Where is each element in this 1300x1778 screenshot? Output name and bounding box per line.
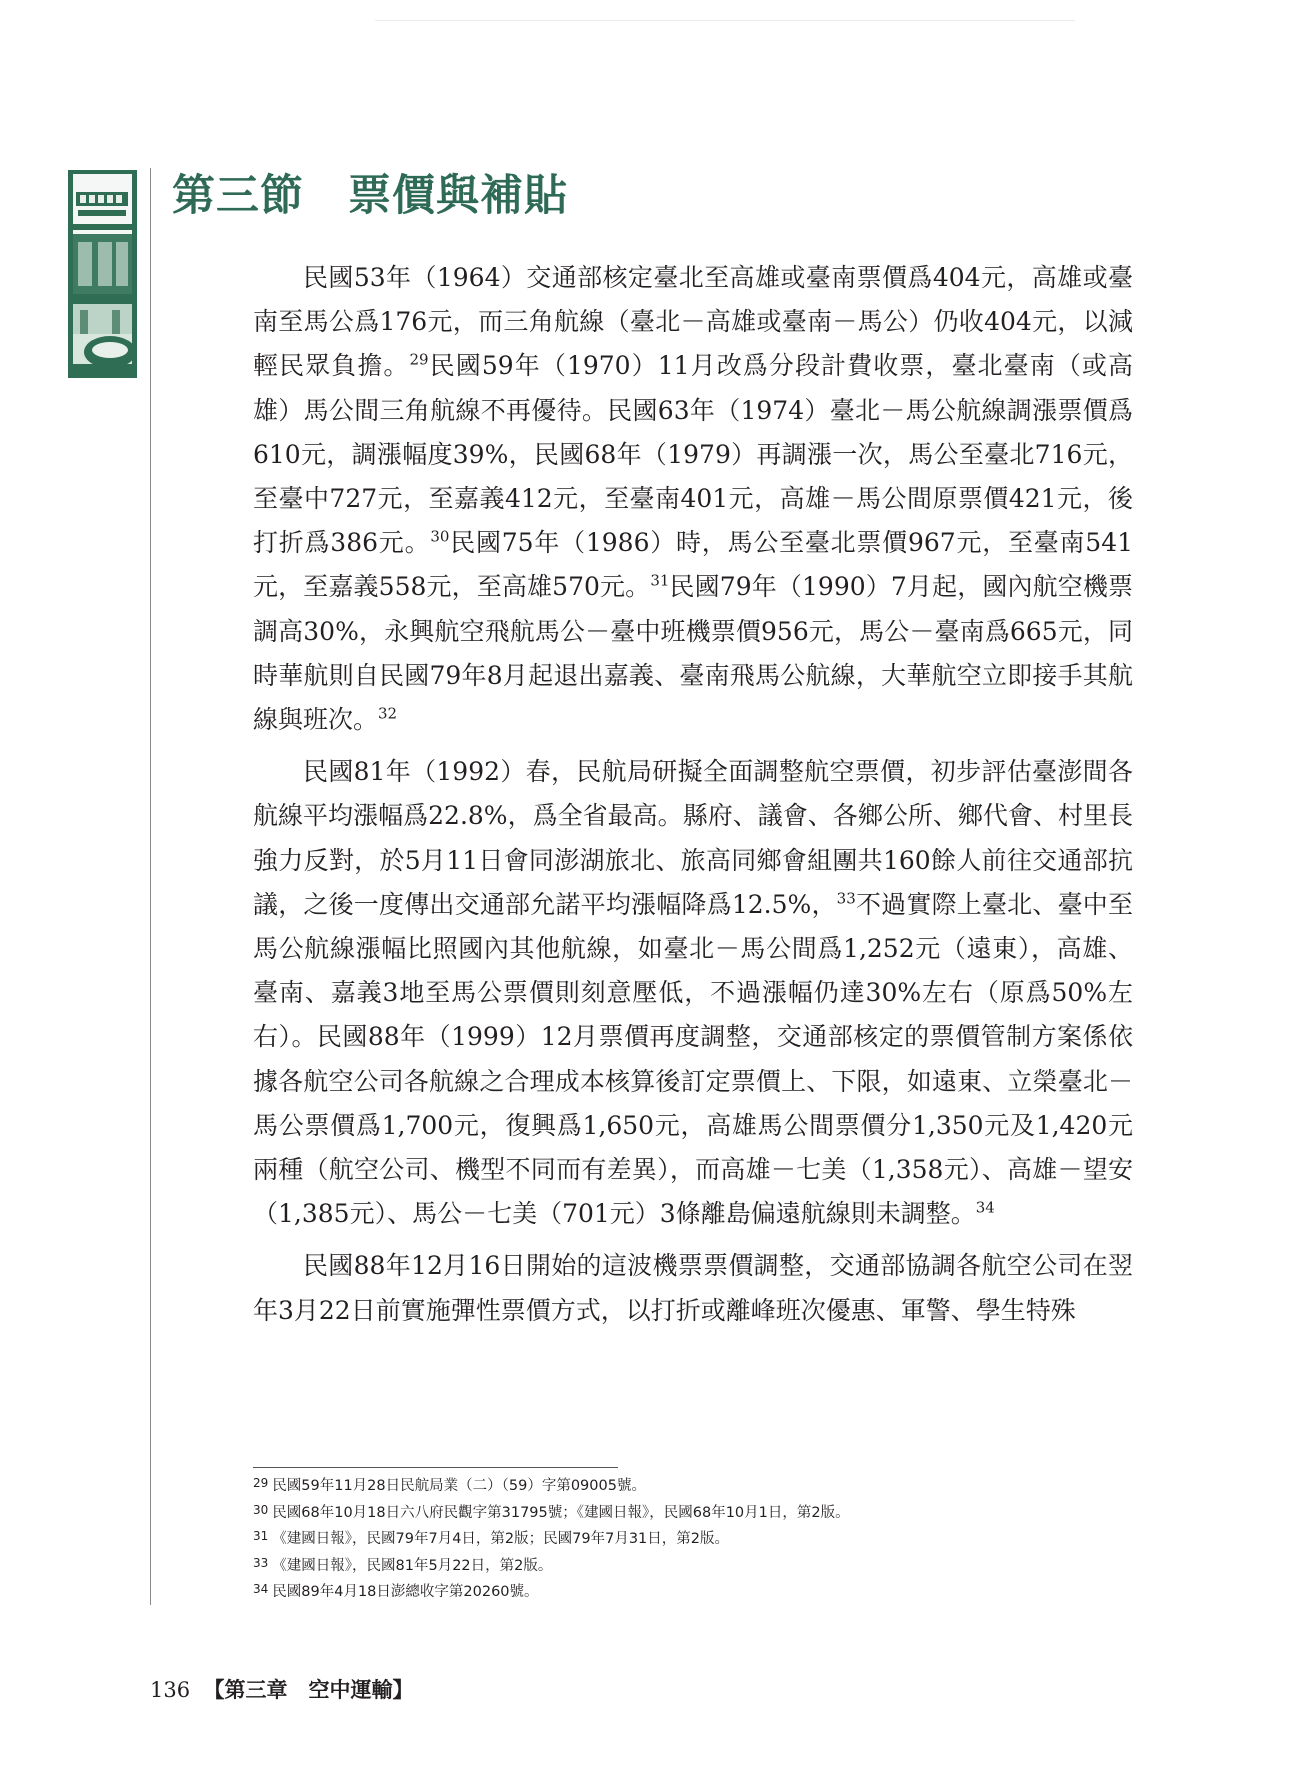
footnote-ref[interactable]: 29 <box>409 351 429 370</box>
footnote-number: 33 <box>253 1555 269 1570</box>
section-heading: 第三節 票價與補貼 <box>172 171 568 221</box>
footnote-ref[interactable]: 30 <box>430 527 450 546</box>
body-text <box>253 256 1133 1341</box>
paragraph <box>253 256 1133 742</box>
footnote-number: 31 <box>253 1529 269 1544</box>
paragraph-text: 民國53年（1964）交通部核定臺北至高雄或臺南票價爲404元，高雄或臺南至馬公爲176元，而三角航線（臺北－高雄或臺南－馬公）仍收404元，以減輕民眾負擔。 <box>253 263 1133 381</box>
footnote-text: 民國89年4月18日澎總收字第20260號。 <box>272 1584 539 1601</box>
footnote-ref[interactable]: 32 <box>378 704 398 723</box>
chapter-title: 【第三章 空中運輸】 <box>203 1677 414 1702</box>
footnotes <box>253 1473 1113 1606</box>
paragraph-text: 不過實際上臺北、臺中至馬公航線漲幅比照國內其他航線，如臺北－馬公間爲1,252元（遠東），高雄、臺南、嘉義3地至馬公票價則刻意壓低，不過漲幅仍達30%左右（原爲50%左右）。民國88年（1999）12月票價再度調整，交通部核定的票價管制方案係依據各航空公司各航線之合理成本核算後訂定票價上、下限，如遠東、立榮臺北－馬公票價爲1,700元，復興爲1,650元，高雄馬公間票價分1,350元及1,420元兩種（航空公司、機型不同而有差異），而高雄－七美（1,358元）、高雄－望安（1,385元）、馬公－七美（701元）3條離島偏遠航線則未調整。 <box>253 889 1133 1229</box>
footnote-ref[interactable]: 34 <box>975 1198 995 1217</box>
footnote-text: 民國59年11月28日民航局業（二）（59）字第09005號。 <box>272 1478 646 1494</box>
top-rule <box>375 20 1075 21</box>
airport-photo-icon <box>68 170 137 378</box>
footnote-text: 《建國日報》，民國79年7月4日，第2版；民國79年7月31日，第2版。 <box>272 1531 730 1548</box>
footnote-number: 30 <box>253 1502 269 1517</box>
paragraph-text: 民國88年12月16日開始的這波機票票價調整，交通部協調各航空公司在翌年3月22日前實施彈性票價方式，以打折或離峰班次優惠、軍警、學生特殊 <box>253 1251 1133 1325</box>
footnote <box>253 1553 1113 1580</box>
footnote <box>253 1526 1113 1553</box>
footnote <box>253 1500 1113 1527</box>
paragraph-text: 民國59年（1970）11月改爲分段計費收票，臺北臺南（或高雄）馬公間三角航線不再優待。民國63年（1974）臺北－馬公航線調漲票價爲610元，調漲幅度39%，民國68年（1979）再調漲一次，馬公至臺北716元，至臺中727元，至嘉義412元，至臺南401元，高雄－馬公間原票價421元，後打折爲386元。 <box>253 351 1133 558</box>
footnote-ref[interactable]: 31 <box>650 572 670 591</box>
paragraph <box>253 750 1133 1236</box>
margin-rule <box>150 168 151 1605</box>
paragraph-text: 民國75年（1986）時，馬公至臺北票價967元，至臺南541元，至嘉義558元，至高雄570元。 <box>253 528 1134 602</box>
footnote <box>253 1579 1113 1606</box>
paragraph-text: 民國79年（1990）7月起，國內航空機票調高30%，永興航空飛航馬公－臺中班機票價956元，馬公－臺南爲665元，同時華航則自民國79年8月起退出嘉義、臺南飛馬公航線，大華航空立即接手其航線與班次。 <box>253 572 1134 735</box>
paragraph-text: 民國81年（1992）春，民航局研擬全面調整航空票價，初步評估臺澎間各航線平均漲幅爲22.8%，爲全省最高。縣府、議會、各鄉公所、鄉代會、村里長強力反對，於5月11日會同澎湖旅北、旅高同鄉會組團共160餘人前往交通部抗議，之後一度傳出交通部允諾平均漲幅降爲12.5%， <box>253 757 1133 919</box>
footnote <box>253 1473 1113 1500</box>
paragraph <box>253 1244 1133 1332</box>
page-footer <box>150 1675 413 1705</box>
footnote-text: 民國68年10月18日六八府民觀字第31795號；《建國日報》，民國68年10月1日，第2版。 <box>272 1504 850 1521</box>
footnote-number: 29 <box>253 1476 269 1490</box>
footnote-text: 《建國日報》，民國81年5月22日，第2版。 <box>272 1557 553 1574</box>
footnote-rule <box>253 1467 618 1468</box>
page-number: 136 <box>150 1678 191 1702</box>
footnote-number: 34 <box>253 1582 269 1597</box>
footnote-ref[interactable]: 33 <box>836 889 856 908</box>
